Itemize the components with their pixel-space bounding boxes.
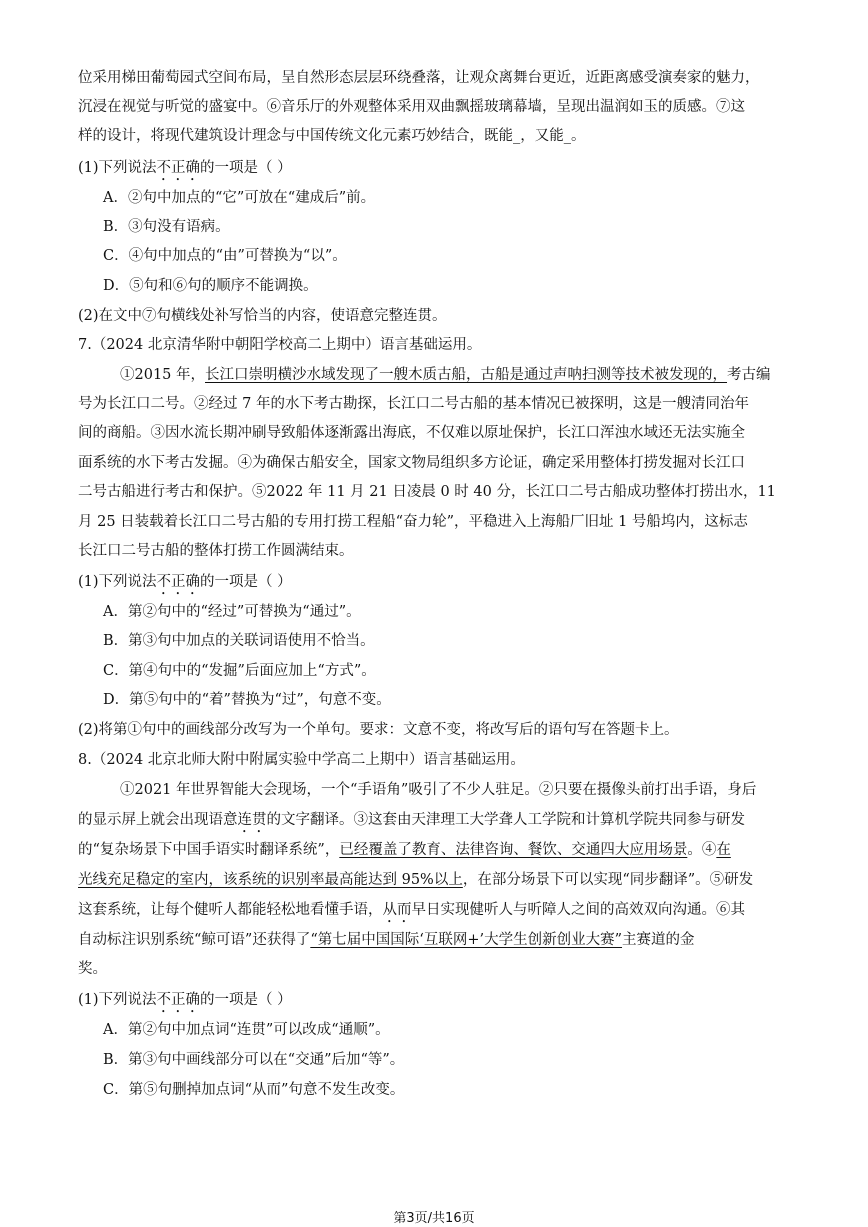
option-b: B．第③句中画线部分可以在“交通”后加“等”。 (103, 1052, 405, 1068)
passage-line: ①2015 年，长江口崇明横沙水域发现了一艘木质古船，古船是通过声呐扫测等技术被发现的，考古编 (120, 367, 771, 383)
passage-line: 号为长江口二号。②经过 7 年的水下考古勘探，长江口二号古船的基本情况已被探明，这是一艘清同治年 (78, 396, 749, 412)
question-prompt: (1)下列说法不正确的一项是（ ） (78, 574, 292, 590)
option-c: C．第⑤句删掉加点词“从而”句意不发生改变。 (103, 1082, 405, 1098)
option-c: C．④句中加点的“由”可替换为“以”。 (103, 248, 347, 264)
passage-line: 这套系统，让每个健听人都能轻松地看懂手语，从而早日实现健听人与听障人之间的高效双向沟通。⑥其 (78, 902, 745, 918)
question-prompt: (2)将第①句中的画线部分改写为一个单句。要求：文意不变，将改写后的语句写在答题卡上。 (78, 722, 679, 738)
passage-line: ①2021 年世界智能大会现场，一个“手语角”吸引了不少人驻足。②只要在摄像头前打出手语，身后 (120, 782, 757, 798)
underlined-text: 长江口崇明横沙水域发现了一艘木质古船，古船是通过声呐扫测等技术被发现的， (205, 367, 728, 383)
question-prompt: (2)在文中⑦句横线处补写恰当的内容，使语意完整连贯。 (78, 308, 447, 324)
passage-line: 位采用梯田葡萄园式空间布局，呈自然形态层层环绕叠落，让观众离舞台更近，近距离感受演奏家的魅力， (78, 70, 760, 86)
passage-line: 长江口二号古船的整体打捞工作圆满结束。 (78, 543, 354, 559)
passage-line: 的“复杂场景下中国手语实时翻译系统”，已经覆盖了教育、法律咨询、餐饮、交通四大应用场景。④在 (78, 842, 731, 858)
underlined-text: 已经覆盖了教育、法律咨询、餐饮、交通四大应用场景 (339, 842, 688, 858)
option-d: D．⑤句和⑥句的顺序不能调换。 (103, 278, 318, 294)
option-b: B．第③句中加点的关联词语使用不恰当。 (103, 633, 375, 649)
option-a: A．第②句中加点词“连贯”可以改成“通顺”。 (103, 1022, 390, 1038)
page-number: 第3页/共16页 (393, 1211, 475, 1226)
passage-line: 的显示屏上就会出现语意连贯的文字翻译。③这套由天津理工大学聋人工学院和计算机学院共同参与研发 (78, 812, 745, 828)
passage-line: 月 25 日装载着长江口二号古船的专用打捞工程船“奋力轮”，平稳进入上海船厂旧址 1 号船坞内，这标志 (78, 514, 748, 530)
passage-line: 样的设计，将现代建筑设计理念与中国传统文化元素巧妙结合，既能_，又能_。 (78, 128, 586, 144)
passage-line: 间的商船。③因水流长期冲刷导致船体逐渐露出海底，不仅难以原址保护，长江口浑浊水域还无法实施全 (78, 425, 745, 441)
underlined-text: “第七届中国国际‘互联网+’大学生创新创业大赛” (310, 932, 623, 948)
question-heading: 8.（2024 北京北师大附中附属实验中学高二上期中）语言基础运用。 (78, 752, 525, 768)
underlined-text: 光线充足稳定的室内，该系统的识别率最高能达到 95%以上 (78, 872, 463, 888)
passage-line: 二号古船进行考古和保护。⑤2022 年 11 月 21 日凌晨 0 时 40 分，长江口二号古船成功整体打捞出水，11 (78, 484, 776, 500)
option-b: B．③句没有语病。 (103, 219, 230, 235)
passage-line: 沉浸在视觉与听觉的盛宴中。⑥音乐厅的外观整体采用双曲飘摇玻璃幕墙，呈现出温润如玉的质感。⑦这 (78, 99, 745, 115)
passage-line: 光线充足稳定的室内，该系统的识别率最高能达到 95%以上，在部分场景下可以实现“同步翻译”。⑤研发 (78, 872, 754, 888)
option-a: A．第②句中的“经过”可替换为“通过”。 (103, 604, 361, 620)
question-prompt: (1)下列说法不正确的一项是（ ） (78, 160, 292, 176)
passage-line: 自动标注识别系统“鲸可语”还获得了“第七届中国国际‘互联网+’大学生创新创业大赛”主赛道的金 (78, 932, 695, 948)
option-d: D．第⑤句中的“着”替换为“过”，句意不变。 (103, 692, 391, 708)
option-c: C．第④句中的“发掘”后面应加上“方式”。 (103, 663, 376, 679)
passage-line: 奖。 (78, 961, 107, 977)
option-a: A．②句中加点的“它”可放在“建成后”前。 (103, 190, 376, 206)
question-heading: 7.（2024 北京清华附中朝阳学校高二上期中）语言基础运用。 (78, 337, 482, 353)
question-prompt: (1)下列说法不正确的一项是（ ） (78, 992, 292, 1008)
passage-line: 面系统的水下考古发掘。④为确保古船安全，国家文物局组织多方论证，确定采用整体打捞发掘对长江口 (78, 455, 745, 471)
